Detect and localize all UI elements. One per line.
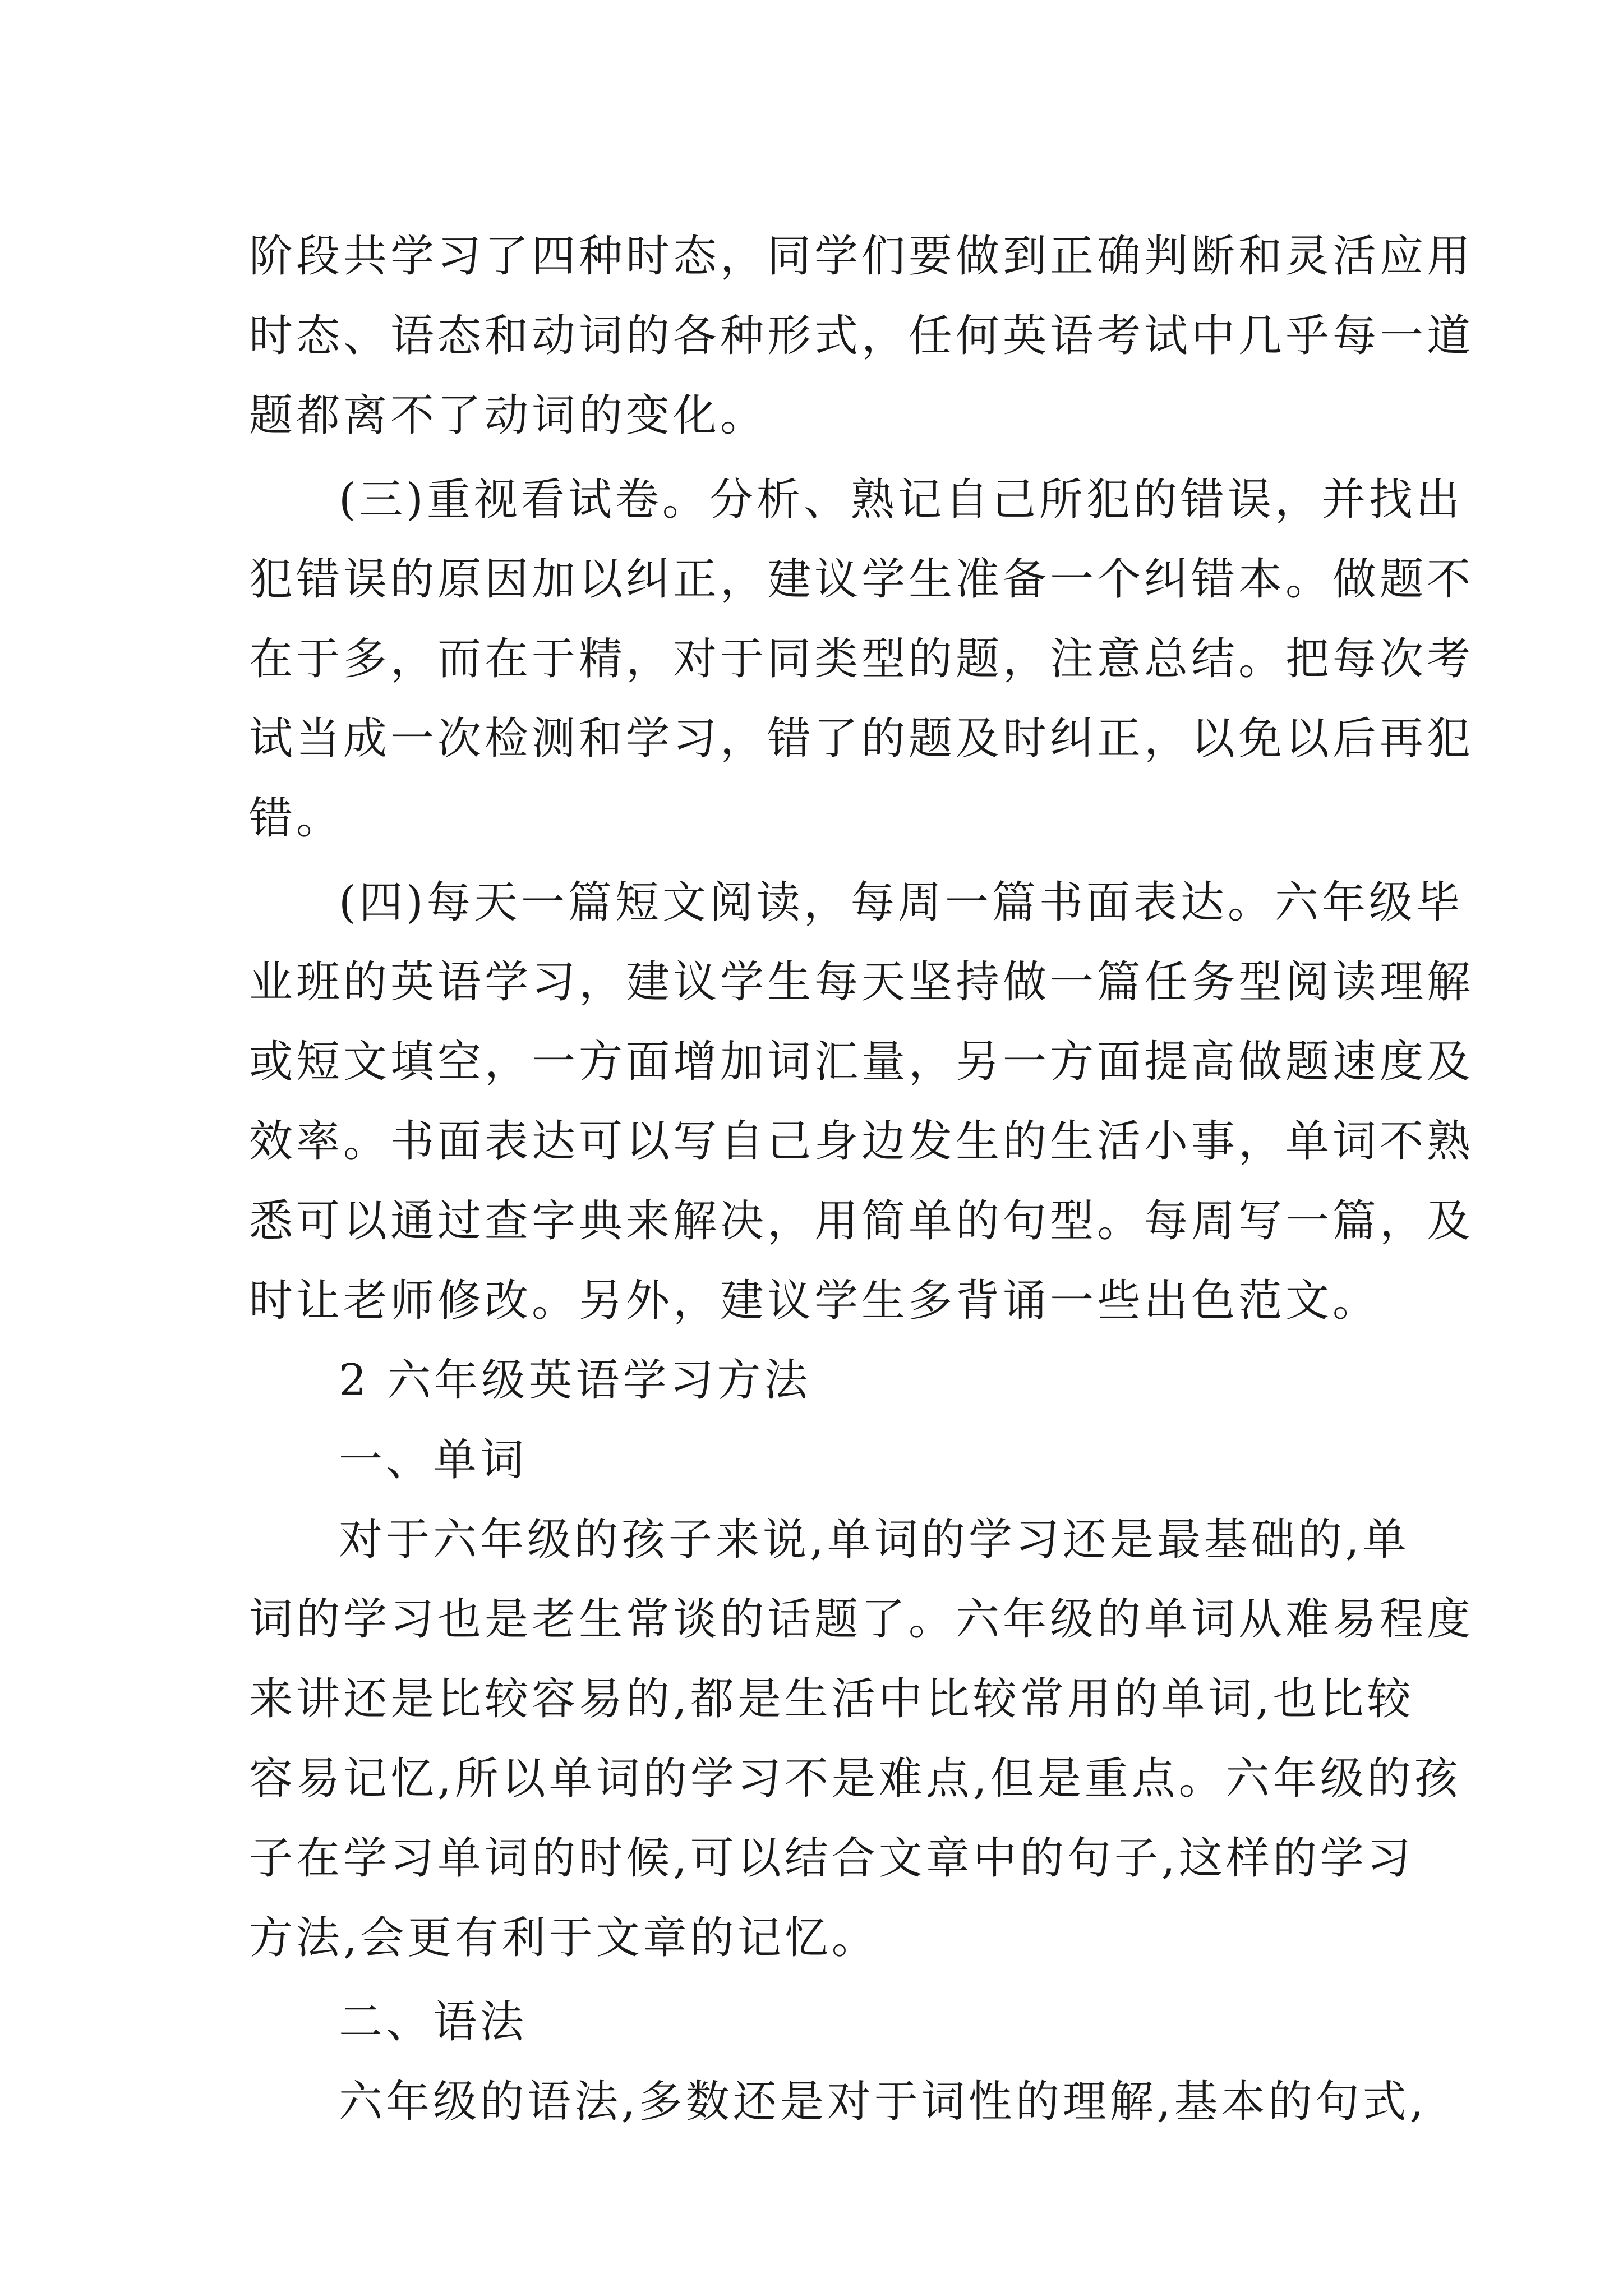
- body-line: 犯错误的原因加以纠正，建议学生准备一个纠错本。做题不: [249, 554, 1474, 605]
- body-line: 阶段共学习了四种时态，同学们要做到正确判断和灵活应用: [249, 231, 1474, 282]
- section-title: 2 六年级英语学习方法: [339, 1355, 811, 1406]
- body-line: 悉可以通过查字典来解决，用简单的句型。每周写一篇，及: [249, 1196, 1474, 1246]
- body-line: 时让老师修改。另外，建议学生多背诵一些出色范文。: [249, 1276, 1380, 1326]
- grammar-heading: 二、语法: [339, 1997, 528, 2047]
- body-line: 对于六年级的孩子来说,单词的学习还是最基础的,单: [339, 1515, 1410, 1565]
- body-line: 业班的英语学习，建议学生每天坚持做一篇任务型阅读理解: [249, 957, 1474, 1007]
- body-line: 错。: [249, 793, 344, 844]
- body-line: (四)每天一篇短文阅读，每周一篇书面表达。六年级毕: [339, 877, 1463, 928]
- body-line: (三)重视看试卷。分析、熟记自己所犯的错误，并找出: [339, 475, 1463, 525]
- body-line: 来讲还是比较容易的,都是生活中比较常用的单词,也比较: [249, 1674, 1414, 1724]
- body-line: 方法,会更有利于文章的记忆。: [249, 1913, 879, 1963]
- body-line: 六年级的语法,多数还是对于词性的理解,基本的句式,: [339, 2077, 1427, 2127]
- body-line: 试当成一次检测和学习，错了的题及时纠正，以免以后再犯: [249, 714, 1474, 764]
- body-line: 或短文填空，一方面增加词汇量，另一方面提高做题速度及: [249, 1037, 1474, 1087]
- body-line: 时态、语态和动词的各种形式，任何英语考试中几乎每一道: [249, 311, 1474, 361]
- body-line: 题都离不了动词的变化。: [249, 390, 768, 441]
- body-line: 词的学习也是老生常谈的话题了。六年级的单词从难易程度: [249, 1594, 1474, 1645]
- body-line: 容易记忆,所以单词的学习不是难点,但是重点。六年级的孩: [249, 1754, 1461, 1804]
- document-body: [249, 217, 1474, 2142]
- words-heading: 一、单词: [339, 1435, 528, 1485]
- body-line: 子在学习单词的时候,可以结合文章中的句子,这样的学习: [249, 1833, 1414, 1884]
- body-line: 效率。书面表达可以写自己身边发生的生活小事，单词不熟: [249, 1116, 1474, 1167]
- body-line: 在于多，而在于精，对于同类型的题，注意总结。把每次考: [249, 634, 1474, 684]
